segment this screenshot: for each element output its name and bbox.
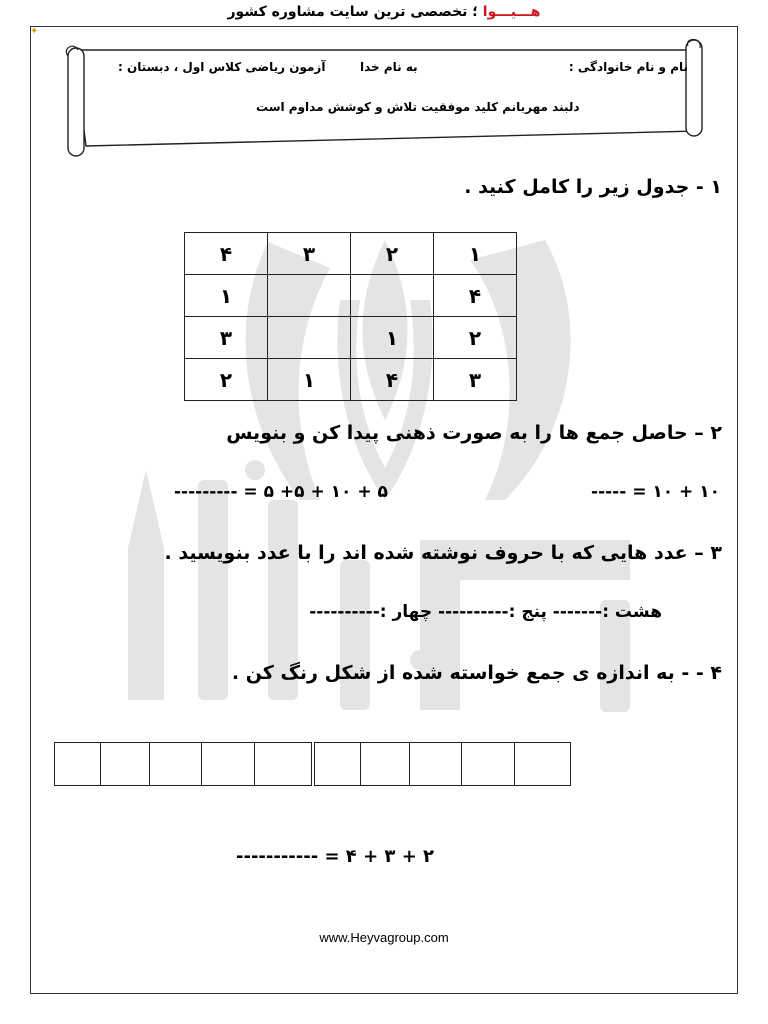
- table-cell: [268, 275, 351, 317]
- table-cell: [268, 317, 351, 359]
- table-cell: ۳: [185, 317, 268, 359]
- table-cell: ۴: [185, 233, 268, 275]
- question-2: ۲ – حاصل جمع ها را به صورت ذهنی پیدا کن و بنویس: [226, 422, 722, 444]
- corner-mark-icon: ✦: [30, 26, 39, 37]
- top-banner: [0, 4, 768, 20]
- q2-right-expression: ۱۰ + ۱۰ = -----: [591, 482, 720, 502]
- color-cell[interactable]: [515, 743, 570, 785]
- table-row: [185, 359, 517, 401]
- table-cell: ۲: [351, 233, 434, 275]
- motto: دلبند مهربانم کلید موفقیت تلاش و کوشش مداوم است: [256, 100, 580, 114]
- color-cell[interactable]: [202, 743, 256, 785]
- table-row: [185, 275, 517, 317]
- q3-items: هشت :------- پنج :---------- چهار :----------: [309, 602, 662, 622]
- color-strip-left: [54, 742, 312, 786]
- color-cell[interactable]: [55, 743, 101, 785]
- q2-left-expression: ۵ + ۱۰ + ۵+ ۵ = ---------: [174, 482, 388, 502]
- table-cell: ۳: [434, 359, 517, 401]
- table-cell: ۲: [434, 317, 517, 359]
- table-cell: ۱: [185, 275, 268, 317]
- exam-title: آزمون ریاضی کلاس اول ، دبستان :: [118, 60, 326, 74]
- scroll-banner: [60, 36, 710, 161]
- question-3: ۳ – عدد هایی که با حروف نوشته شده اند را با عدد بنویسید .: [164, 542, 722, 564]
- table-cell: ۱: [268, 359, 351, 401]
- q4-expression: ۲ + ۳ + ۴ = -----------: [236, 846, 435, 867]
- color-cell[interactable]: [101, 743, 151, 785]
- question-4: ۴ - - به اندازه ی جمع خواسته شده از شکل رنگ کن .: [231, 662, 722, 684]
- basmala: به نام خدا: [360, 60, 418, 74]
- table-cell: ۳: [268, 233, 351, 275]
- table-cell: ۱: [434, 233, 517, 275]
- table-cell: [351, 275, 434, 317]
- color-cell[interactable]: [255, 743, 311, 785]
- table-cell: ۴: [351, 359, 434, 401]
- table-cell: ۱: [351, 317, 434, 359]
- footer-url[interactable]: www.Heyvagroup.com: [319, 930, 449, 945]
- name-label: نام و نام خانوادگی :: [568, 60, 688, 74]
- brand-name: هـــیـــوا: [482, 4, 541, 20]
- color-cell[interactable]: [462, 743, 516, 785]
- number-table: [184, 232, 517, 401]
- table-cell: ۲: [185, 359, 268, 401]
- color-cell[interactable]: [410, 743, 462, 785]
- color-cell[interactable]: [315, 743, 361, 785]
- banner-tagline: ؛ تخصصی ترین سایت مشاوره کشور: [227, 4, 478, 20]
- question-1: ۱ - جدول زیر را کامل کنید .: [464, 176, 722, 198]
- table-row: [185, 233, 517, 275]
- table-cell: ۴: [434, 275, 517, 317]
- color-strip-right: [314, 742, 571, 786]
- table-row: [185, 317, 517, 359]
- color-cell[interactable]: [361, 743, 411, 785]
- color-cell[interactable]: [150, 743, 202, 785]
